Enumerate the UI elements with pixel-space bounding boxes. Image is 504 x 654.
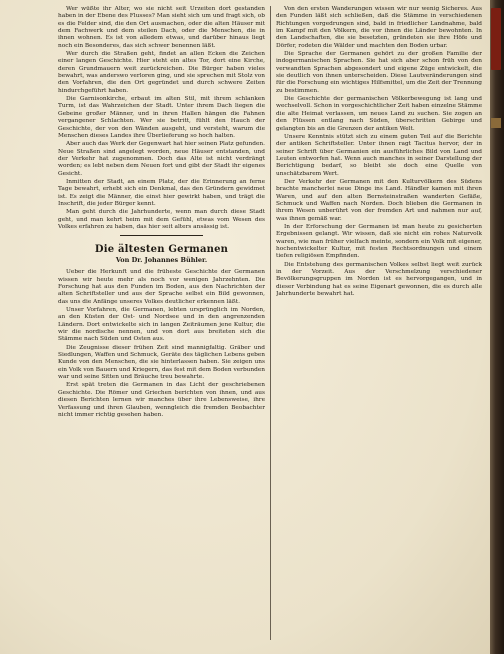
- paragraph: In der Erforschung der Germanen ist man heute zu gesicherten Ergebnissen gelangt. Wir wissen, daß sie nicht ein rohes Naturvolk waren, wie man früher vielfach meinte, sondern ein Volk mit eigener, hochentwickelter Kultur, mit festen Rechtsordnungen und einem tiefen religiösen Empfinden.: [276, 223, 482, 260]
- paragraph: Die Sprache der Germanen gehört zu der großen Familie der indogermanischen Sprachen. Sie hat sich aber schon früh von den verwandten Sprachen abgesondert und eigene Züge entwickelt, die sie deutlich von ihnen unterscheiden. Diese Lautveränderungen sind für die Forschung ein wichtiges Hilfsmittel, um die Zeit der Trennung zu bestimmen.: [276, 51, 482, 94]
- left-column: [58, 6, 265, 640]
- article-heading: Die ältesten Germanen: [94, 244, 229, 256]
- column-rule: [270, 6, 271, 640]
- paragraph: Erst spät treten die Germanen in das Licht der geschriebenen Geschichte. Die Römer und Griechen berichten von ihnen, und aus diesen Berichten lernen wir manches über ihre Lebensweise, ihre Verfassung und ihren Glauben, wenngleich die fremden Beobachter nicht immer richtig gesehen haben.: [58, 382, 265, 418]
- binding-mark: [491, 118, 501, 128]
- paragraph: Die Garnisonkirche, erbaut im alten Stil, mit ihrem schlanken Turm, ist das Wahrzeichen der Stadt. Unter ihrem Dach liegen die Gebeine großer Männer, und in ihren Hallen hängen die Fahnen vergangener Schlachten. Wer sie betritt, fühlt den Hauch der Geschichte, der von den Wänden ausgeht, und versteht, warum die Menschen dieses Landes ihre Überlieferung so hoch halten.: [58, 96, 265, 139]
- paragraph: Die Entstehung des germanischen Volkes selbst liegt weit zurück in der Vorzeit. Aus der Verschmelzung verschiedener Bevölkerungsgruppen im Norden ist es hervorgegangen, und in dieser Verbindung hat es seine Eigenart gewonnen, die es durch alle Jahrhunderte bewahrt hat.: [276, 261, 482, 298]
- paragraph: Unser Vorfahren, die Germanen, lebten ursprünglich im Norden, an den Küsten der Ost- und Nordsee und in den angrenzenden Ländern. Dort entwickelte sich in langen Zeiträumen jene Kultur, die wir die nordische nennen, und von dort aus breiteten sich die Stämme nach Süden und Osten aus.: [58, 307, 265, 343]
- paragraph: Inmitten der Stadt, an einem Platz, der die Erinnerung an ferne Tage bewahrt, erhebt sich ein Denkmal, das den Gründern gewidmet ist. Es zeigt die Männer, die einst hier gewirkt haben, und trägt die Inschrift, die jeder Bürger kennt.: [58, 178, 265, 207]
- paragraph: Man geht durch die Jahrhunderte, wenn man durch diese Stadt geht, und man kehrt heim mit dem Gefühl, etwas vom Wesen des Volkes erfahren zu haben, das hier seit alters ansässig ist.: [58, 209, 265, 230]
- paragraph: Wer wüßte ihr Alter, wo sie nicht seit Urzeiten dort gestanden haben in der Ebene des Flusses? Man sieht sich um und fragt sich, ob es die Felder sind, die den Ort ausmachen, oder die alten Häuser mit dem Fachwerk und dem steilen Dach, oder die Menschen, die in ihnen wohnen. Es ist von alledem etwas, und darüber hinaus liegt noch ein Besonderes, das sich schwer benennen läßt.: [58, 6, 265, 49]
- book-binding: [490, 0, 504, 654]
- paragraph: Die Zeugnisse dieser frühen Zeit sind mannigfaltig. Gräber und Siedlungen, Waffen und Schmuck, Geräte des täglichen Lebens geben Kunde von den Menschen, die sie hinterlassen haben. Sie zeigen uns ein Volk von Bauern und Kriegern, das fest mit dem Boden verbunden war und seine Sitten und Bräuche treu bewahrte.: [58, 344, 265, 381]
- bookmark-tab: [491, 8, 501, 70]
- right-column: [276, 6, 482, 640]
- paragraph: Der Verkehr der Germanen mit den Kulturvölkern des Südens brachte mancherlei neue Dinge ins Land. Händler kamen mit ihren Waren, und auf den alten Bernsteinstraßen wanderten Gefäße, Schmuck und Waffen nach Norden. Doch blieben die Germanen in ihrem Wesen unberührt von der fremden Art und nahmen nur auf, was ihnen gemäß war.: [276, 178, 482, 222]
- section-divider: [58, 233, 265, 239]
- paragraph: Von den ersten Wanderungen wissen wir nur wenig Sicheres. Aus den Funden läßt sich schließen, daß die Stämme in verschiedenen Richtungen vorgedrungen sind, bald in friedlicher Landnahme, bald im Kampf mit den Völkern, die vor ihnen die Länder bewohnten. In den Landschaften, die sie besetzten, gründeten sie ihre Höfe und Dörfer, rodeten die Wälder und machten den Boden urbar.: [276, 6, 482, 49]
- article-author: Von Dr. Johannes Bühler.: [115, 256, 208, 265]
- paragraph: Aber auch das Werk der Gegenwart hat hier seinen Platz gefunden. Neue Straßen sind angelegt worden, neue Häuser entstanden, und der Verkehr hat zugenommen. Doch das Alte ist nicht verdrängt worden; es lebt neben dem Neuen fort und gibt der Stadt ihr eigenes Gesicht.: [58, 141, 265, 177]
- paragraph: Wer durch die Straßen geht, findet an allen Ecken die Zeichen einer langen Geschichte. Hier steht ein altes Tor, dort eine Kirche, deren Grundmauern weit zurückreichen. Die Bürger haben vieles bewahrt, was anderswo verloren ging, und sie sprechen mit Stolz von den Vorfahren, die den Ort gegründet und durch schwere Zeiten hindurchgeführt haben.: [58, 51, 265, 94]
- paragraph: Die Geschichte der germanischen Völkerbewegung ist lang und wechselvoll. Schon in vorgeschichtlicher Zeit haben einzelne Stämme die alte Heimat verlassen, um neues Land zu suchen. Sie zogen an den Flüssen entlang nach Süden, überschritten Gebirge und gelangten bis an die Grenzen der antiken Welt.: [276, 96, 482, 132]
- paragraph: Unsere Kenntnis stützt sich zu einem guten Teil auf die Berichte der antiken Schriftsteller. Unter ihnen ragt Tacitus hervor, der in seiner Schrift über Germanien ein ausführliches Bild von Land und Leuten entworfen hat. Wenn auch manches in seiner Darstellung der Berichtigung bedarf, so bleibt sie doch eine Quelle von unschätzbarem Wert.: [276, 133, 482, 177]
- paragraph: Ueber die Herkunft und die früheste Geschichte der Germanen wissen wir heute mehr als noch vor wenigen Jahrzehnten. Die Forschung hat aus den Funden im Boden, aus den Nachrichten der alten Schriftsteller und aus der Sprache selbst ein Bild gewonnen, das uns die Anfänge unseres Volkes deutlicher erkennen läßt.: [58, 269, 265, 305]
